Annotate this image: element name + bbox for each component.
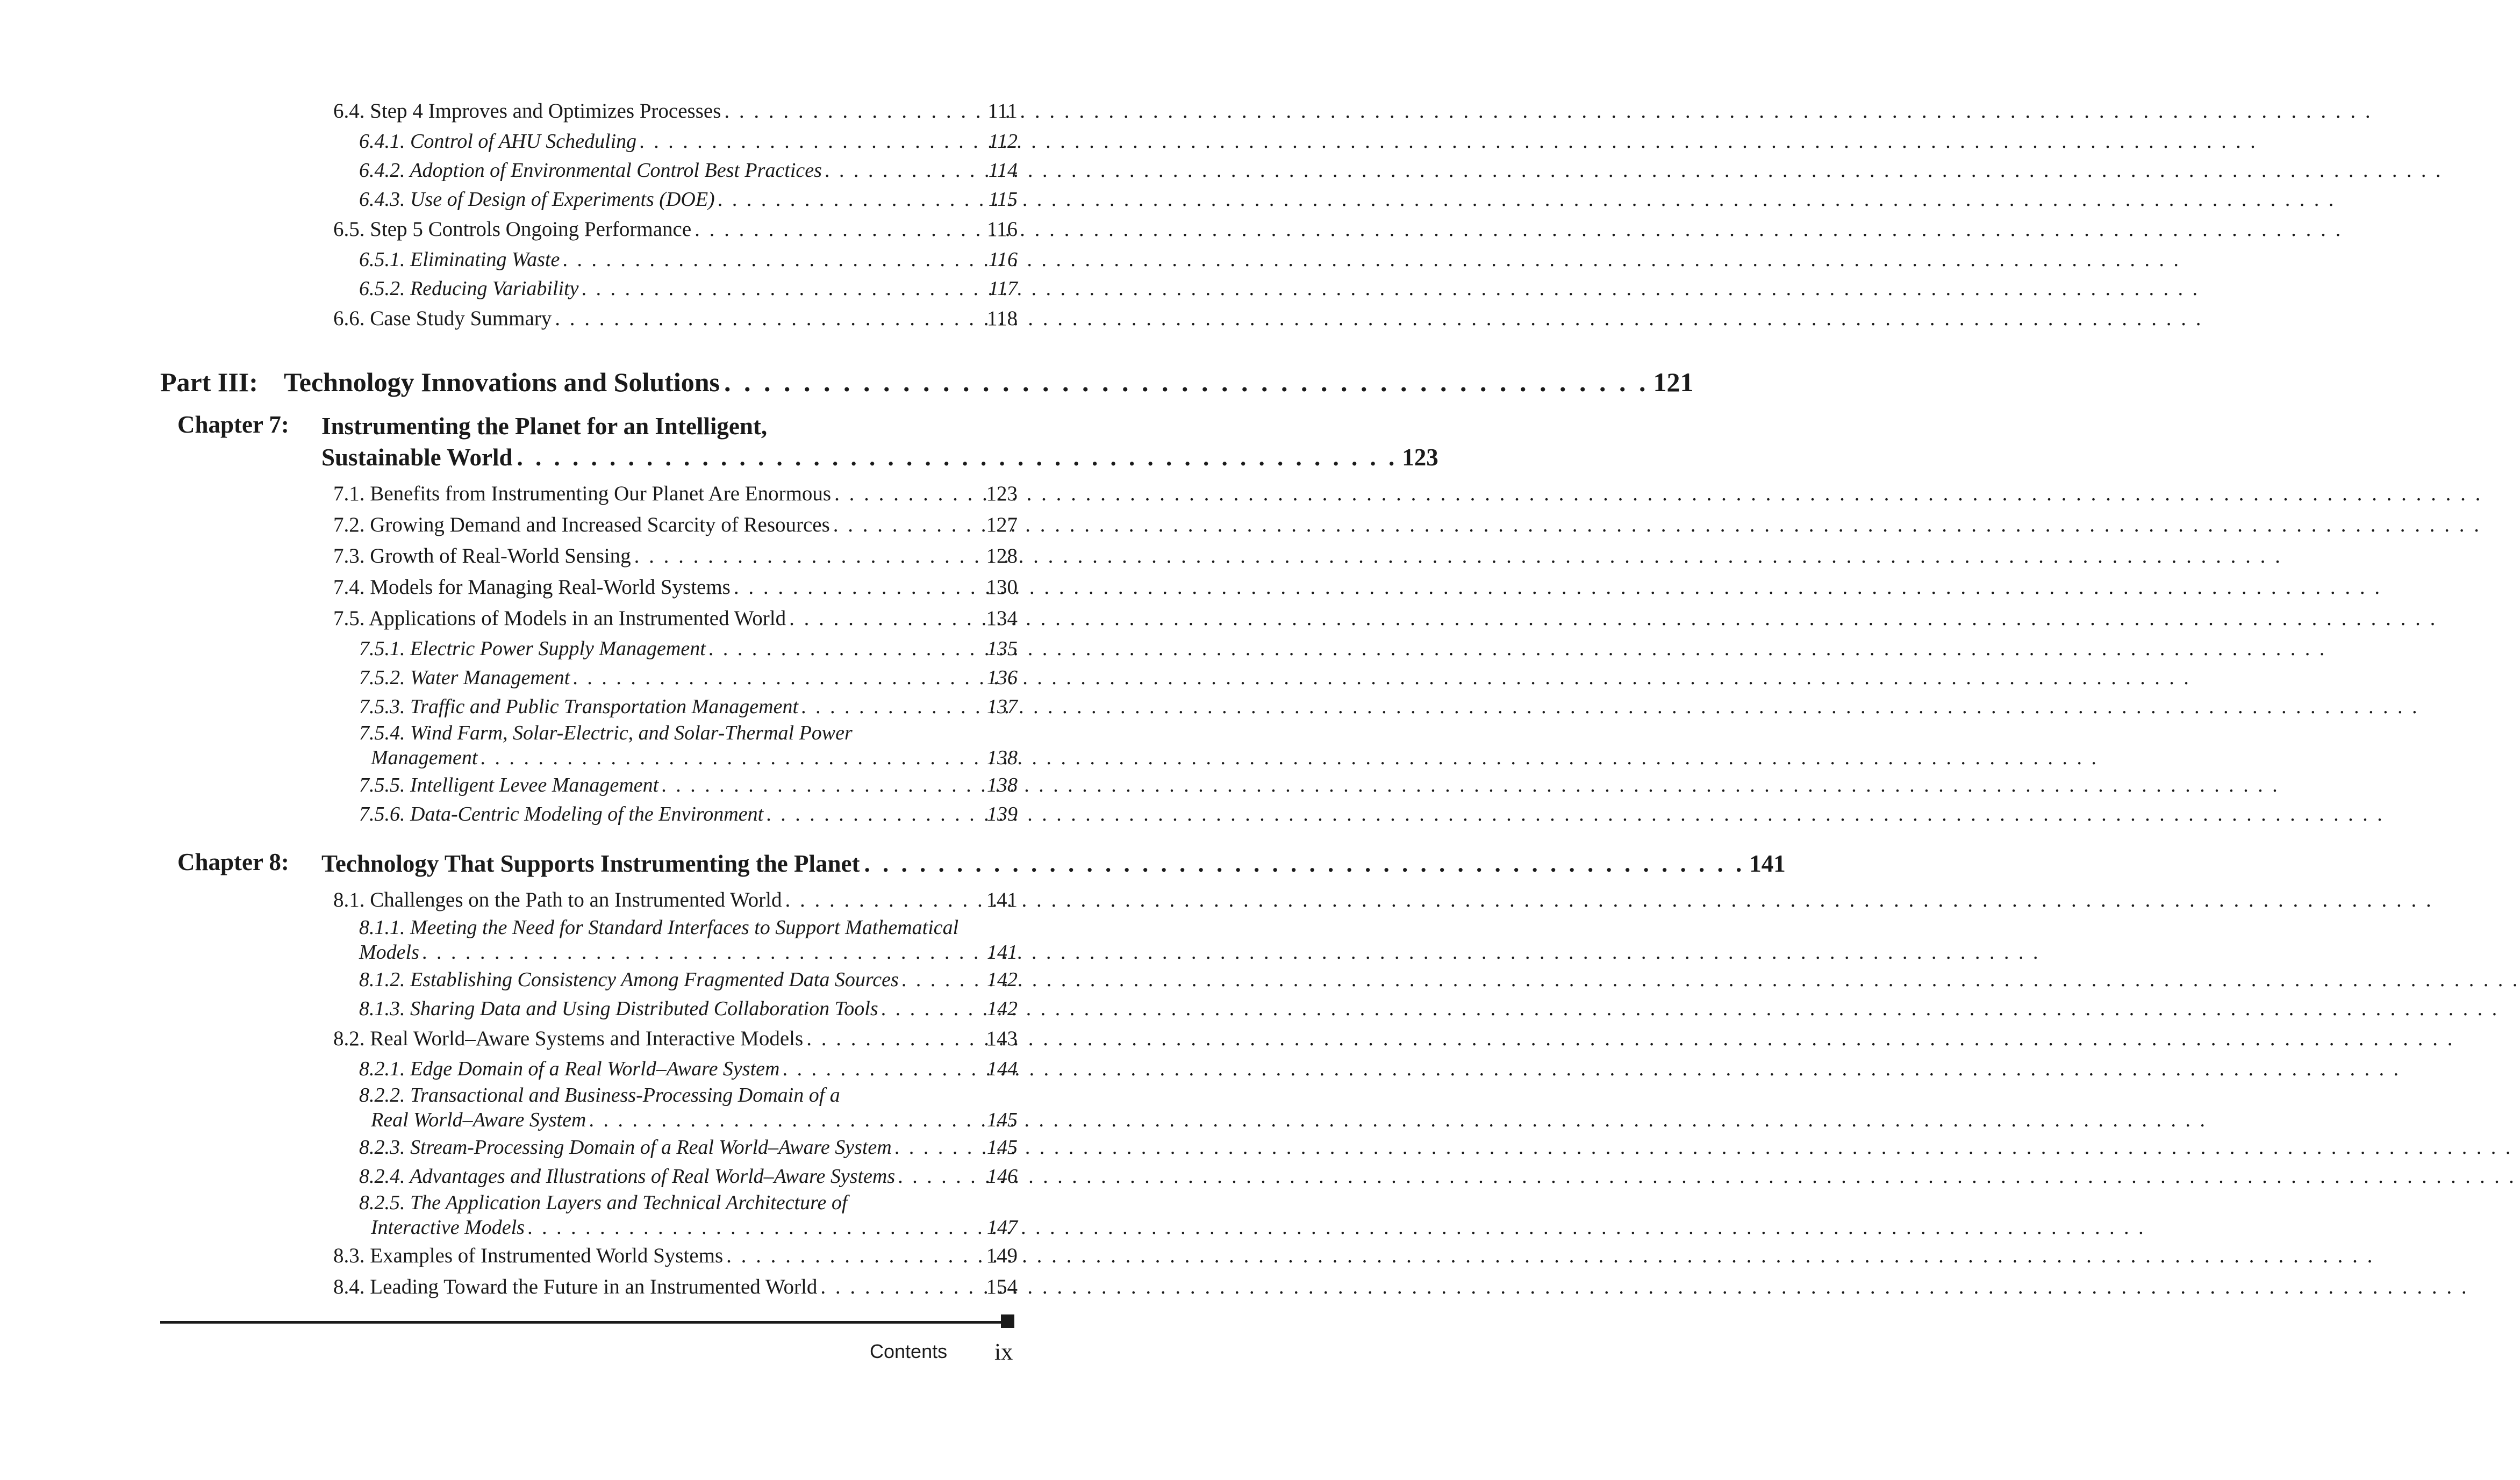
toc-entry[interactable] bbox=[333, 692, 1018, 721]
toc-entry-page-number: 154 bbox=[986, 1275, 1018, 1298]
toc-entry-title: Data-Centric Modeling of the Environment bbox=[410, 803, 764, 825]
toc-entry-title: Growing Demand and Increased Scarcity of Resources bbox=[370, 513, 830, 536]
dot-leader bbox=[786, 603, 986, 634]
toc-entry-page-number: 144 bbox=[987, 1058, 1018, 1080]
toc-entry-title: Use of Design of Experiments (DOE) bbox=[410, 188, 715, 211]
chapter-8-heading bbox=[177, 848, 1786, 879]
toc-entry-page-number: 115 bbox=[988, 188, 1018, 211]
toc-entry-page-number: 145 bbox=[987, 1109, 1018, 1131]
toc-entry[interactable] bbox=[333, 885, 1018, 916]
toc-entry[interactable] bbox=[333, 663, 1018, 692]
toc-entry[interactable] bbox=[333, 1023, 1018, 1054]
toc-entry-number: 8.2.1. bbox=[359, 1058, 405, 1080]
toc-entry-page-number: 141 bbox=[987, 941, 1018, 964]
footer-square-marker bbox=[1001, 1314, 1014, 1328]
toc-entry-title-line1 bbox=[333, 1191, 1018, 1215]
toc-entry[interactable] bbox=[333, 96, 1018, 127]
dot-leader bbox=[658, 771, 987, 800]
dot-leader bbox=[721, 96, 987, 127]
toc-entry[interactable] bbox=[333, 156, 1018, 185]
toc-entry-title-line1 bbox=[333, 721, 1018, 745]
toc-entry-title: Leading Toward the Future in an Instrumented World bbox=[370, 1275, 818, 1298]
toc-entry-number: 6.4.1. bbox=[359, 130, 405, 153]
toc-entry-number: 6.5.2. bbox=[359, 277, 405, 300]
toc-entry[interactable] bbox=[333, 1133, 1018, 1162]
toc-entry-number: 8.2.4. bbox=[359, 1165, 405, 1188]
toc-entry[interactable] bbox=[333, 214, 1018, 245]
toc-entry[interactable] bbox=[333, 939, 1018, 965]
toc-entry-number: 7.5. bbox=[333, 607, 365, 630]
dot-leader bbox=[715, 185, 989, 214]
toc-entry-title: Step 4 Improves and Optimizes Processes bbox=[370, 99, 721, 123]
dot-leader bbox=[560, 245, 988, 274]
toc-entry-title: Step 5 Controls Ongoing Performance bbox=[370, 218, 692, 241]
toc-entry-title: Electric Power Supply Management bbox=[410, 637, 706, 660]
toc-entry-page-number: 142 bbox=[987, 968, 1018, 991]
toc-entry-title: Applications of Models in an Instrumented World bbox=[369, 607, 786, 630]
toc-entry-number: 8.4. bbox=[333, 1275, 365, 1298]
chapter-title: Technology That Supports Instrumenting the Planet bbox=[321, 850, 860, 877]
toc-entry[interactable] bbox=[333, 1215, 1018, 1240]
dot-leader bbox=[817, 1271, 986, 1303]
dot-leader bbox=[552, 303, 987, 334]
toc-entry-title: Establishing Consistency Among Fragmented Data Sources bbox=[410, 968, 899, 991]
toc-entry-page-number: 146 bbox=[987, 1165, 1018, 1188]
toc-entry-page-number: 136 bbox=[987, 666, 1018, 689]
toc-entry-title: Eliminating Waste bbox=[410, 248, 560, 271]
toc-entry[interactable] bbox=[333, 509, 1018, 541]
toc-entry-number: 8.1.1. bbox=[359, 916, 405, 939]
toc-chapter-8-entries bbox=[333, 885, 1018, 1303]
toc-entry-page-number: 145 bbox=[987, 1136, 1018, 1159]
toc-entry-page-number: 141 bbox=[986, 888, 1018, 911]
toc-entry[interactable] bbox=[333, 274, 1018, 303]
toc-entry[interactable] bbox=[333, 1054, 1018, 1083]
toc-entry-page-number: 138 bbox=[987, 774, 1018, 796]
toc-entry-number: 6.4.2. bbox=[359, 159, 405, 182]
toc-entry-number: 7.5.4. bbox=[359, 722, 405, 744]
dot-leader bbox=[892, 1133, 987, 1162]
toc-entry-page-number: 116 bbox=[986, 218, 1018, 241]
toc-entry[interactable] bbox=[333, 541, 1018, 572]
toc-entry-number: 7.1. bbox=[333, 482, 365, 505]
dot-leader bbox=[631, 541, 986, 572]
toc-entry[interactable] bbox=[333, 572, 1018, 603]
toc-entry-title: Growth of Real-World Sensing bbox=[370, 544, 631, 567]
toc-entry-page-number: 130 bbox=[986, 576, 1018, 599]
toc-entry-title: Advantages and Illustrations of Real World–Aware Systems bbox=[410, 1165, 896, 1188]
toc-entry-number: 6.4. bbox=[333, 99, 365, 123]
toc-entry-number: 8.1.2. bbox=[359, 968, 405, 991]
toc-entry-title: Reducing Variability bbox=[410, 277, 579, 300]
toc-entry-page-number: 128 bbox=[986, 544, 1018, 567]
dot-leader bbox=[636, 127, 989, 156]
chapter-page-number: 141 bbox=[1749, 850, 1786, 877]
toc-entry-number: 6.5. bbox=[333, 218, 365, 241]
toc-entry-title-line1 bbox=[333, 916, 1018, 939]
toc-entry-page-number: 111 bbox=[987, 99, 1018, 123]
toc-entry-number: 8.2.2. bbox=[359, 1084, 405, 1107]
dot-leader bbox=[831, 478, 986, 509]
toc-entry-title: Stream-Processing Domain of a Real World–Aware System bbox=[410, 1136, 892, 1159]
toc-entry[interactable] bbox=[333, 965, 1018, 994]
dot-leader bbox=[731, 572, 986, 603]
dot-leader bbox=[525, 1215, 987, 1240]
chapter-title-line1: Instrumenting the Planet for an Intelligent, bbox=[321, 413, 768, 440]
toc-entry-number: 8.1. bbox=[333, 888, 365, 911]
dot-leader bbox=[798, 692, 987, 721]
toc-entry[interactable] bbox=[333, 185, 1018, 214]
dot-leader bbox=[586, 1107, 987, 1133]
chapter-page-number: 123 bbox=[1402, 444, 1438, 471]
dot-leader bbox=[763, 800, 987, 829]
toc-entry[interactable] bbox=[333, 994, 1018, 1023]
footer-rule bbox=[160, 1321, 1010, 1324]
toc-entry-title: Intelligent Levee Management bbox=[410, 774, 659, 796]
toc-entry-title: The Application Layers and Technical Architecture of bbox=[410, 1191, 848, 1214]
toc-section-6-entries bbox=[333, 96, 1018, 334]
dot-leader bbox=[691, 214, 987, 245]
toc-entry-title-continued: Interactive Models bbox=[371, 1216, 525, 1239]
toc-entry-title: Benefits from Instrumenting Our Planet Are Enormous bbox=[370, 482, 832, 505]
toc-entry-page-number: 118 bbox=[986, 307, 1018, 330]
toc-entry[interactable] bbox=[333, 634, 1018, 663]
toc-entry-page-number: 114 bbox=[988, 159, 1018, 182]
toc-entry[interactable] bbox=[333, 245, 1018, 274]
dot-leader bbox=[779, 1054, 987, 1083]
toc-entry-title: Transactional and Business-Processing Domain of a bbox=[410, 1084, 840, 1107]
dot-leader bbox=[803, 1023, 986, 1054]
toc-entry-title-line1 bbox=[333, 1083, 1018, 1107]
toc-entry-title: Traffic and Public Transportation Management bbox=[410, 695, 799, 718]
chapter-title-line2-row bbox=[321, 442, 1438, 473]
chapter-label: Chapter 8: bbox=[177, 849, 289, 875]
toc-entry-title-continued: Real World–Aware System bbox=[371, 1109, 586, 1131]
toc-entry-number: 7.5.2. bbox=[359, 666, 405, 689]
toc-entry-number: 7.5.5. bbox=[359, 774, 405, 796]
dot-leader bbox=[830, 509, 986, 541]
toc-entry-number: 6.5.1. bbox=[359, 248, 405, 271]
dot-leader bbox=[570, 663, 987, 692]
toc-entry-number: 8.1.3. bbox=[359, 997, 405, 1020]
toc-entry-title: Case Study Summary bbox=[370, 307, 552, 330]
toc-entry-number: 7.3. bbox=[333, 544, 365, 567]
toc-entry-page-number: 149 bbox=[986, 1244, 1018, 1267]
page-folio: ix bbox=[994, 1339, 1013, 1365]
chapter-title-line2: Sustainable World bbox=[321, 444, 513, 471]
toc-entry[interactable] bbox=[333, 745, 1018, 771]
toc-chapter-7-entries bbox=[333, 478, 1018, 829]
dot-leader bbox=[860, 848, 1749, 879]
toc-entry-page-number: 139 bbox=[987, 803, 1018, 825]
toc-entry[interactable] bbox=[333, 478, 1018, 509]
toc-entry-title: Edge Domain of a Real World–Aware System bbox=[410, 1058, 780, 1080]
toc-entry-number: 8.2.3. bbox=[359, 1136, 405, 1159]
toc-entry-page-number: 112 bbox=[988, 130, 1018, 153]
toc-entry-page-number: 147 bbox=[987, 1216, 1018, 1239]
toc-entry-number: 6.6. bbox=[333, 307, 365, 330]
toc-entry-title-continued: Models bbox=[359, 941, 419, 964]
toc-entry-title: Sharing Data and Using Distributed Collaboration Tools bbox=[410, 997, 878, 1020]
part-title: Technology Innovations and Solutions bbox=[284, 367, 720, 397]
toc-entry[interactable] bbox=[333, 127, 1018, 156]
toc-entry-page-number: 134 bbox=[986, 607, 1018, 630]
toc-entry-title: Meeting the Need for Standard Interfaces to Support Mathematical bbox=[410, 916, 959, 939]
dot-leader bbox=[477, 745, 987, 771]
toc-entry[interactable] bbox=[333, 1107, 1018, 1133]
toc-entry-title: Control of AHU Scheduling bbox=[410, 130, 637, 153]
toc-entry-title: Water Management bbox=[410, 666, 570, 689]
chapter-7-heading bbox=[177, 411, 1438, 473]
toc-entry-number: 7.5.1. bbox=[359, 637, 405, 660]
toc-entry-title-continued: Management bbox=[371, 746, 478, 769]
toc-entry[interactable] bbox=[333, 1162, 1018, 1191]
toc-entry-page-number: 135 bbox=[987, 637, 1018, 660]
toc-entry[interactable] bbox=[333, 771, 1018, 800]
running-footer-label: Contents bbox=[870, 1340, 948, 1362]
toc-entry-title: Challenges on the Path to an Instrumented World bbox=[370, 888, 782, 911]
dot-leader bbox=[899, 965, 987, 994]
toc-entry-title: Wind Farm, Solar-Electric, and Solar-Thermal Power bbox=[410, 722, 853, 744]
toc-entry-page-number: 127 bbox=[986, 513, 1018, 536]
dot-leader bbox=[878, 994, 987, 1023]
dot-leader bbox=[578, 274, 988, 303]
toc-entry-page-number: 138 bbox=[987, 746, 1018, 769]
toc-entry-number: 7.4. bbox=[333, 576, 365, 599]
toc-entry-title: Adoption of Environmental Control Best Practices bbox=[410, 159, 822, 182]
toc-entry-title: Models for Managing Real-World Systems bbox=[370, 576, 731, 599]
toc-entry-number: 6.4.3. bbox=[359, 188, 405, 211]
toc-entry[interactable] bbox=[333, 1271, 1018, 1303]
toc-entry-page-number: 117 bbox=[988, 277, 1018, 300]
chapter-label: Chapter 7: bbox=[177, 411, 289, 438]
toc-entry-number: 7.5.6. bbox=[359, 803, 405, 825]
toc-entry-page-number: 137 bbox=[987, 695, 1018, 718]
dot-leader bbox=[513, 442, 1402, 473]
toc-entry-page-number: 123 bbox=[986, 482, 1018, 505]
dot-leader bbox=[419, 939, 987, 965]
part-page-number: 121 bbox=[1653, 367, 1694, 397]
toc-entry[interactable] bbox=[333, 800, 1018, 829]
dot-leader bbox=[723, 1240, 986, 1271]
toc-entry-title: Examples of Instrumented World Systems bbox=[370, 1244, 724, 1267]
toc-entry[interactable] bbox=[333, 1240, 1018, 1271]
toc-entry-number: 8.3. bbox=[333, 1244, 365, 1267]
toc-entry-number: 8.2.5. bbox=[359, 1191, 405, 1214]
toc-entry[interactable] bbox=[333, 303, 1018, 334]
toc-entry-page-number: 116 bbox=[988, 248, 1018, 271]
dot-leader bbox=[782, 885, 986, 916]
dot-leader bbox=[706, 634, 987, 663]
part-label: Part III: bbox=[160, 367, 258, 397]
toc-entry-title: Real World–Aware Systems and Interactive Models bbox=[370, 1027, 804, 1050]
part-heading bbox=[160, 363, 1694, 401]
toc-entry-page-number: 142 bbox=[987, 997, 1018, 1020]
dot-leader bbox=[895, 1162, 987, 1191]
chapter-title-row bbox=[321, 848, 1786, 879]
toc-entry-number: 7.2. bbox=[333, 513, 365, 536]
dot-leader bbox=[822, 156, 989, 185]
dot-leader bbox=[720, 363, 1653, 401]
toc-entry-page-number: 143 bbox=[986, 1027, 1018, 1050]
toc-entry-number: 7.5.3. bbox=[359, 695, 405, 718]
toc-entry-number: 8.2. bbox=[333, 1027, 365, 1050]
toc-entry[interactable] bbox=[333, 603, 1018, 634]
